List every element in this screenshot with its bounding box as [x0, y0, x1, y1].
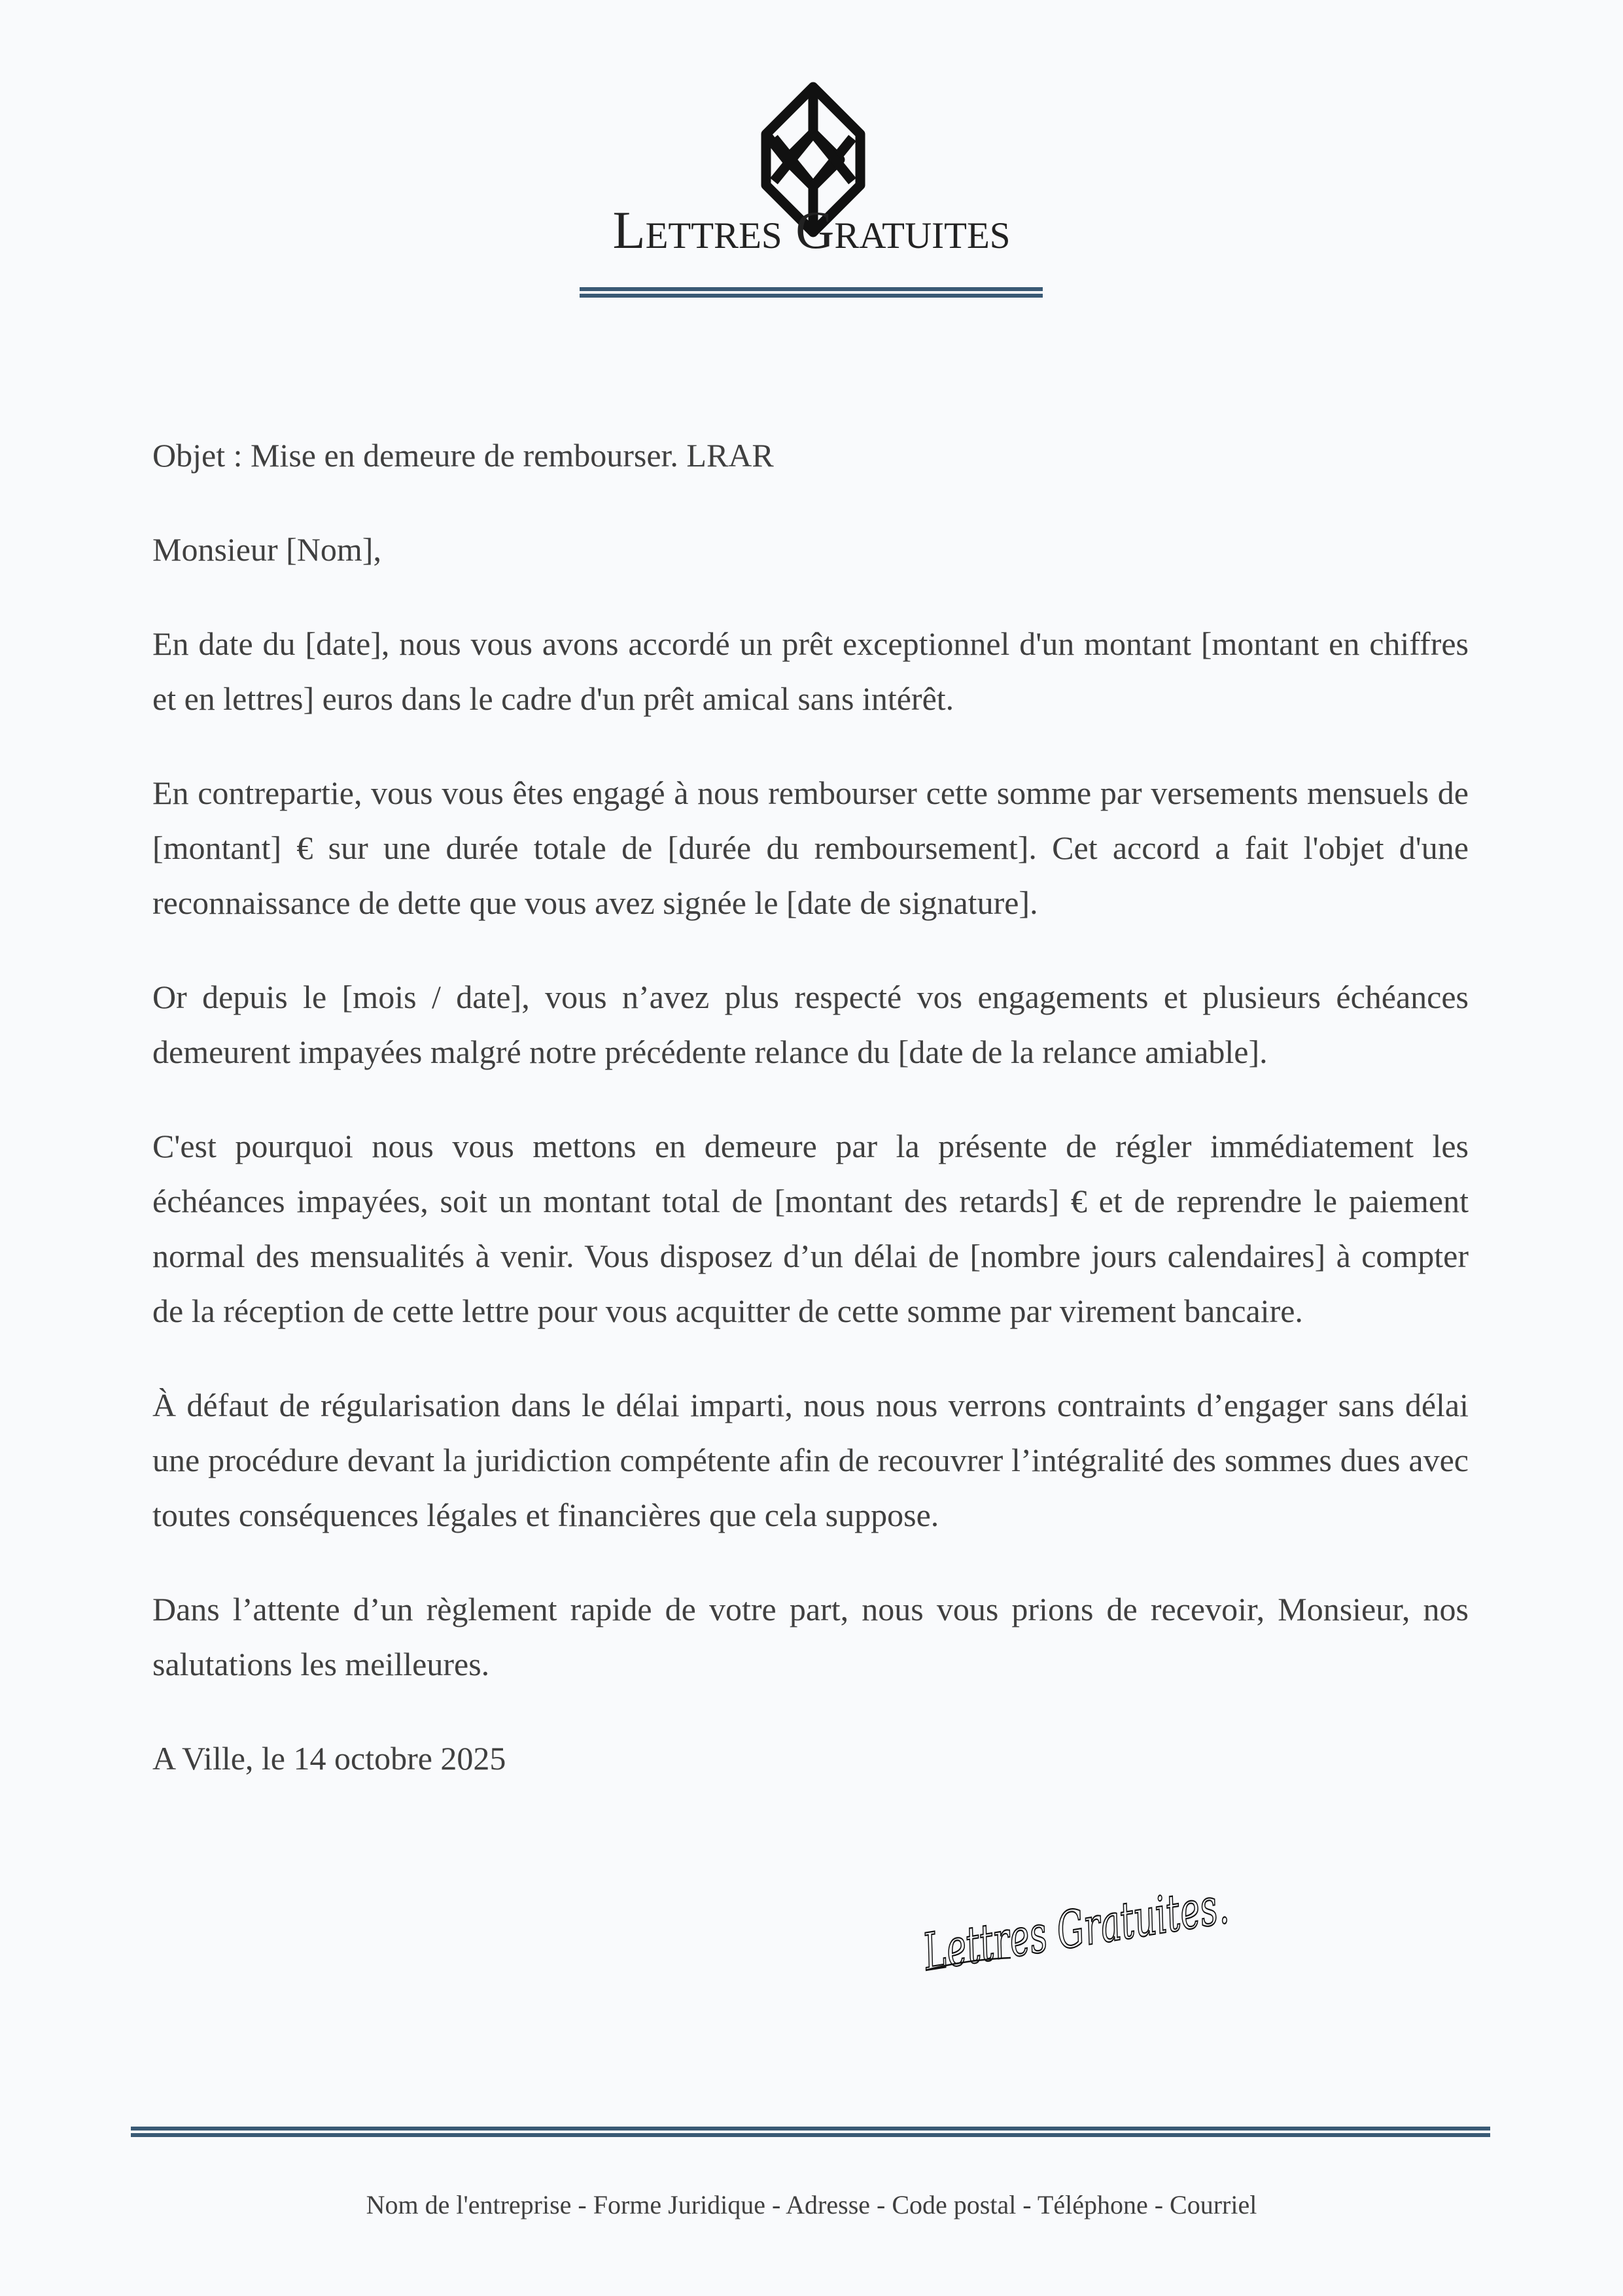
handwritten-signature — [906, 1832, 1384, 1989]
letter-place-date: A Ville, le 14 octobre 2025 — [152, 1740, 506, 1777]
letter-paragraph: En contrepartie, vous vous êtes engagé à nous rembourser cette somme par versements mensuels de [montant] € sur une durée totale de [durée du remboursement]. Cet accord a fait l'objet d'une reconnaissance de dette que vous avez signée le [date de signature]. — [152, 774, 1469, 921]
letter-paragraph: C'est pourquoi nous vous mettons en demeure par la présente de régler immédiatement les échéances impayées, soit un montant total de [montant des retards] € et de reprendre le paiement normal des mensualités à venir. Vous disposez d’un délai de [nombre jours calendaires] à compter de la réception de cette lettre pour vous acquitter de cette somme par virement bancaire. — [152, 1128, 1469, 1329]
header-rule-top — [580, 287, 1043, 291]
footer-rule-bottom — [131, 2133, 1490, 2137]
footer-company-info: Nom de l'entreprise - Forme Juridique - Adresse - Code postal - Téléphone - Courriel — [366, 2190, 1257, 2219]
letter-subject: Objet : Mise en demeure de rembourser. LRAR — [152, 437, 774, 474]
letter-body — [152, 428, 1469, 1825]
letter-paragraph: En date du [date], nous vous avons accordé un prêt exceptionnel d'un montant [montant en chiffres et en lettres] euros dans le cadre d'un prêt amical sans intérêt. — [152, 625, 1469, 717]
header-rule-bottom — [580, 294, 1043, 298]
signature-text: Lettres Gratuites. — [919, 1852, 1384, 1983]
letter-paragraph: Or depuis le [mois / date], vous n’avez plus respecté vos engagements et plusieurs échéances demeurent impayées malgré notre précédente relance du [date de la relance amiable]. — [152, 979, 1469, 1070]
letter-closing: Dans l’attente d’un règlement rapide de votre part, nous vous prions de recevoir, Monsieur, nos salutations les meilleures. — [152, 1591, 1469, 1682]
letter-salutation: Monsieur [Nom], — [152, 531, 381, 568]
brand-title: Lettres Gratuites — [612, 200, 1011, 260]
footer-rule-top — [131, 2127, 1490, 2131]
letter-paragraph: À défaut de régularisation dans le délai imparti, nous nous verrons contraints d’engager sans délai une procédure devant la juridiction compétente afin de recouvrer l’intégralité des sommes dues avec toutes conséquences légales et financières que cela suppose. — [152, 1387, 1469, 1533]
